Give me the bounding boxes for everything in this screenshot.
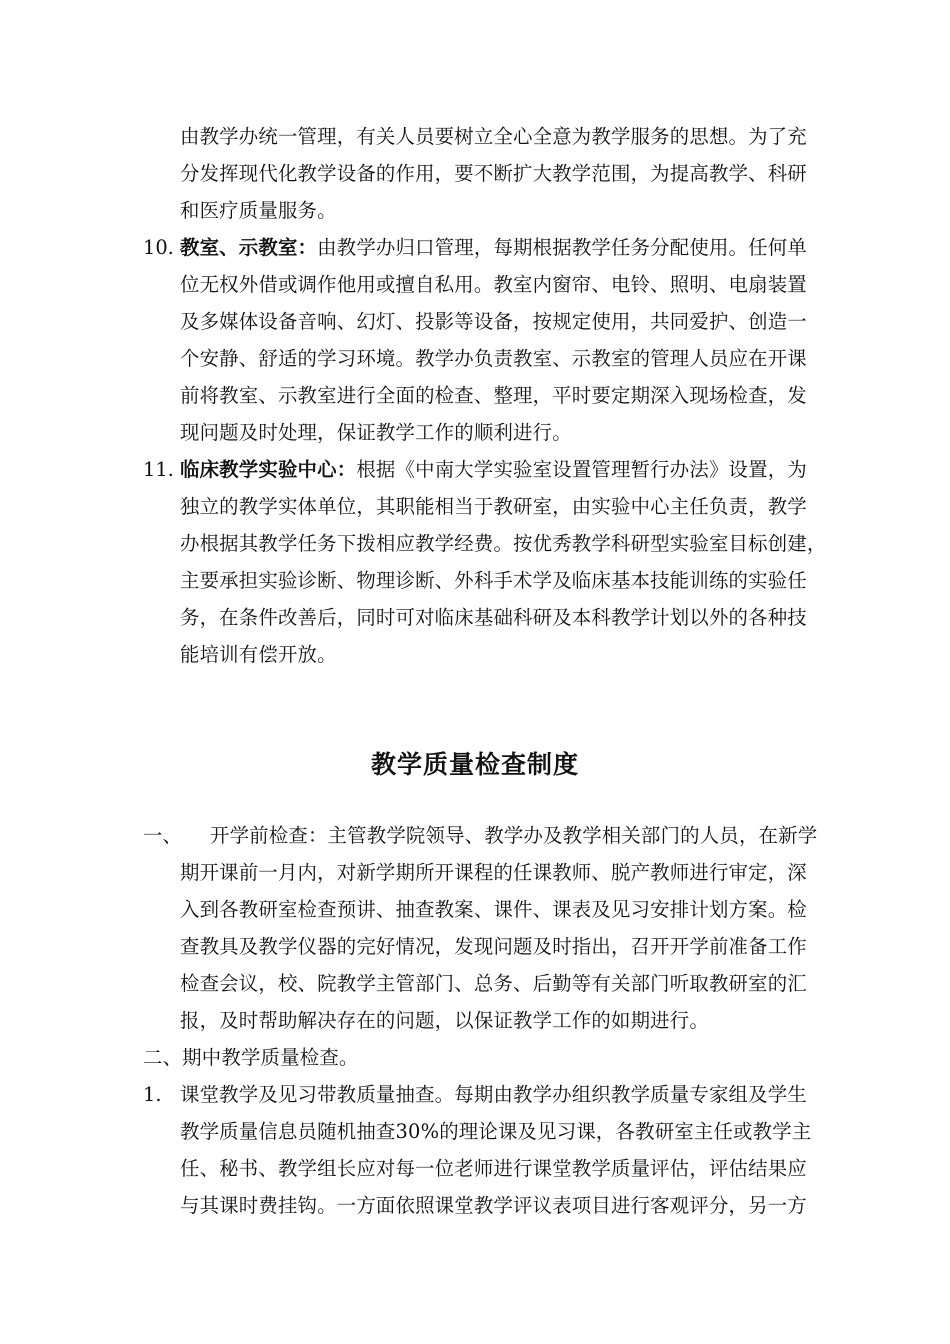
paragraph-line: 查教具及教学仪器的完好情况，发现问题及时指出，召开开学前准备工作 — [180, 935, 807, 958]
paragraph-line: 与其课时费挂钩。一方面依照课堂教学评议表项目进行客观评分，另一方 — [180, 1194, 807, 1217]
paragraph-line: 报，及时帮助解决存在的问题，以保证教学工作的如期进行。 — [180, 1009, 709, 1032]
list-item-heading: 教室、示教室： — [180, 236, 318, 259]
paragraph-line: 前将教室、示教室进行全面的检查、整理，平时要定期深入现场检查，发 — [180, 384, 807, 407]
paragraph-line: 由教学办统一管理，有关人员要树立全心全意为教学服务的思想。为了充 — [180, 125, 807, 148]
list-number: 一、 — [143, 824, 182, 847]
paragraph-line: 能培训有偿开放。 — [180, 643, 337, 666]
list-item-first-line — [180, 237, 807, 259]
paragraph-line: 和医疗质量服务。 — [180, 199, 337, 222]
paragraph-line: 办根据其教学任务下拨相应教学经费。按优秀教学科研型实验室目标创建， — [180, 532, 827, 555]
section-title: 教学质量检查制度 — [370, 750, 579, 779]
list-number: 11. — [143, 458, 174, 481]
list-item-first-line: 开学前检查：主管教学院领导、教学办及教学相关部门的人员，在新学 — [210, 824, 818, 847]
list-item-first-line — [180, 459, 807, 481]
paragraph-line: 位无权外借或调作他用或擅自私用。教室内窗帘、电铃、照明、电扇装置 — [180, 273, 807, 296]
paragraph-line: 独立的教学实体单位，其职能相当于教研室，由实验中心主任负责，教学 — [180, 495, 807, 518]
paragraph-line: 现问题及时处理，保证教学工作的顺利进行。 — [180, 421, 572, 444]
subsection-heading: 二、期中教学质量检查。 — [143, 1046, 359, 1069]
list-item-text: 由教学办归口管理，每期根据教学任务分配使用。任何单 — [317, 236, 807, 259]
paragraph-line: 个安静、舒适的学习环境。教学办负责教室、示教室的管理人员应在开课 — [180, 347, 807, 370]
paragraph-line: 及多媒体设备音响、幻灯、投影等设备，按规定使用，共同爱护、创造一 — [180, 310, 807, 333]
paragraph-line: 任、秘书、教学组长应对每一位老师进行课堂教学质量评估，评估结果应 — [180, 1157, 807, 1180]
paragraph-line: 主要承担实验诊断、物理诊断、外科手术学及临床基本技能训练的实验任 — [180, 569, 807, 592]
paragraph-line: 务，在条件改善后，同时可对临床基础科研及本科教学计划以外的各种技 — [180, 606, 807, 629]
list-number: 1. — [143, 1083, 162, 1106]
list-item-first-line: 课堂教学及见习带教质量抽查。每期由教学办组织教学质量专家组及学生 — [180, 1083, 807, 1106]
list-item-text: 根据《中南大学实验室设置管理暂行办法》设置，为 — [356, 458, 807, 481]
paragraph-line: 教学质量信息员随机抽查30%的理论课及见习课，各教研室主任或教学主 — [180, 1120, 812, 1143]
paragraph-line: 期开课前一月内，对新学期所开课程的任课教师、脱产教师进行审定，深 — [180, 861, 807, 884]
paragraph-line: 分发挥现代化教学设备的作用，要不断扩大教学范围，为提高教学、科研 — [180, 162, 807, 185]
paragraph-line: 入到各教研室检查预讲、抽查教案、课件、课表及见习安排计划方案。检 — [180, 898, 807, 921]
list-item-heading: 临床教学实验中心： — [180, 458, 357, 481]
list-number: 10. — [143, 236, 174, 259]
paragraph-line: 检查会议，校、院教学主管部门、总务、后勤等有关部门听取教研室的汇 — [180, 972, 807, 995]
